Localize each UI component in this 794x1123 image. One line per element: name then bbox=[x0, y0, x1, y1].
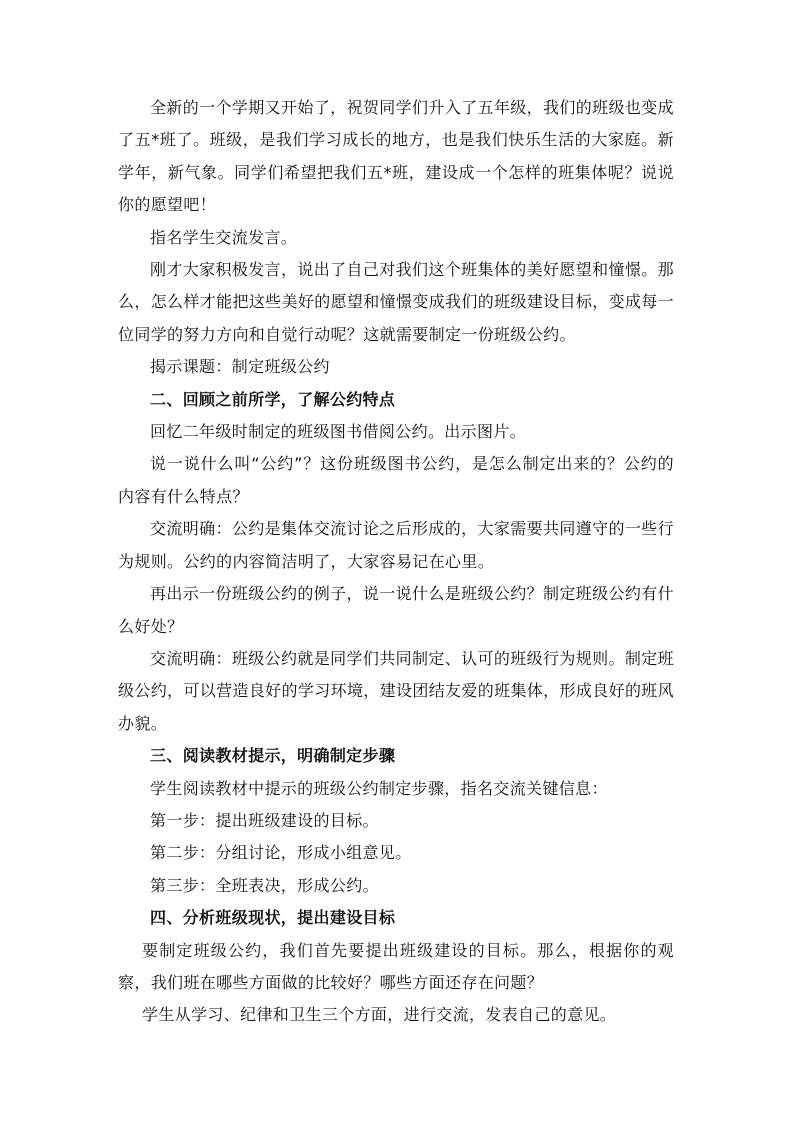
transition-paragraph: 刚才大家积极发言，说出了自己对我们这个班集体的美好愿望和憧憬。那么，怎么样才能把这些美好的愿望和憧憬变成我们的班级建设目标，变成每一位同学的努力方向和自觉行动呢？这就需要制定一份班级公约。 bbox=[118, 260, 674, 344]
step-1: 第一步：提出班级建设的目标。 bbox=[150, 810, 379, 830]
section-heading-3: 三、阅读教材提示，明确制定步骤 bbox=[150, 746, 396, 766]
question-paragraph: 说一说什么叫“公约”？这份班级图书公约，是怎么制定出来的？公约的内容有什么特点？ bbox=[118, 454, 674, 506]
reading-paragraph: 学生阅读教材中提示的班级公约制定步骤，指名交流关键信息： bbox=[150, 778, 608, 798]
document-body bbox=[118, 92, 674, 1032]
discussion-paragraph: 学生从学习、纪律和卫生三个方面，进行交流，发表自己的意见。 bbox=[142, 1005, 617, 1025]
clarification-paragraph-1: 交流明确：公约是集体交流讨论之后形成的，大家需要共同遵守的一些行为规则。公约的内容简洁明了，大家容易记在心里。 bbox=[118, 519, 674, 571]
section-heading-4: 四、分析班级现状，提出建设目标 bbox=[150, 908, 396, 928]
review-paragraph: 回忆二年级时制定的班级图书借阅公约。出示图片。 bbox=[150, 422, 527, 442]
example-paragraph: 再出示一份班级公约的例子，说一说什么是班级公约？制定班级公约有什么好处？ bbox=[118, 584, 674, 636]
step-2: 第二步：分组讨论，形成小组意见。 bbox=[150, 843, 412, 863]
step-3: 第三步：全班表决，形成公约。 bbox=[150, 875, 379, 895]
section-heading-2: 二、回顾之前所学，了解公约特点 bbox=[150, 389, 396, 409]
intro-paragraph: 全新的一个学期又开始了，祝贺同学们升入了五年级，我们的班级也变成了五*班了。班级，是我们学习成长的地方，也是我们快乐生活的大家庭。新学年，新气象。同学们希望把我们五*班，建设成一个怎样的班集体呢？说说你的愿望吧！ bbox=[118, 98, 674, 215]
goal-paragraph: 要制定班级公约，我们首先要提出班级建设的目标。那么，根据你的观察，我们班在哪些方面做的比较好？哪些方面还存在问题？ bbox=[118, 940, 674, 992]
student-speech-paragraph: 指名学生交流发言。 bbox=[150, 227, 298, 247]
topic-reveal-paragraph: 揭示课题：制定班级公约 bbox=[150, 357, 330, 377]
clarification-paragraph-2: 交流明确：班级公约就是同学们共同制定、认可的班级行为规则。制定班级公约，可以营造良好的学习环境，建设团结友爱的班集体，形成良好的班风办貌。 bbox=[118, 648, 674, 733]
